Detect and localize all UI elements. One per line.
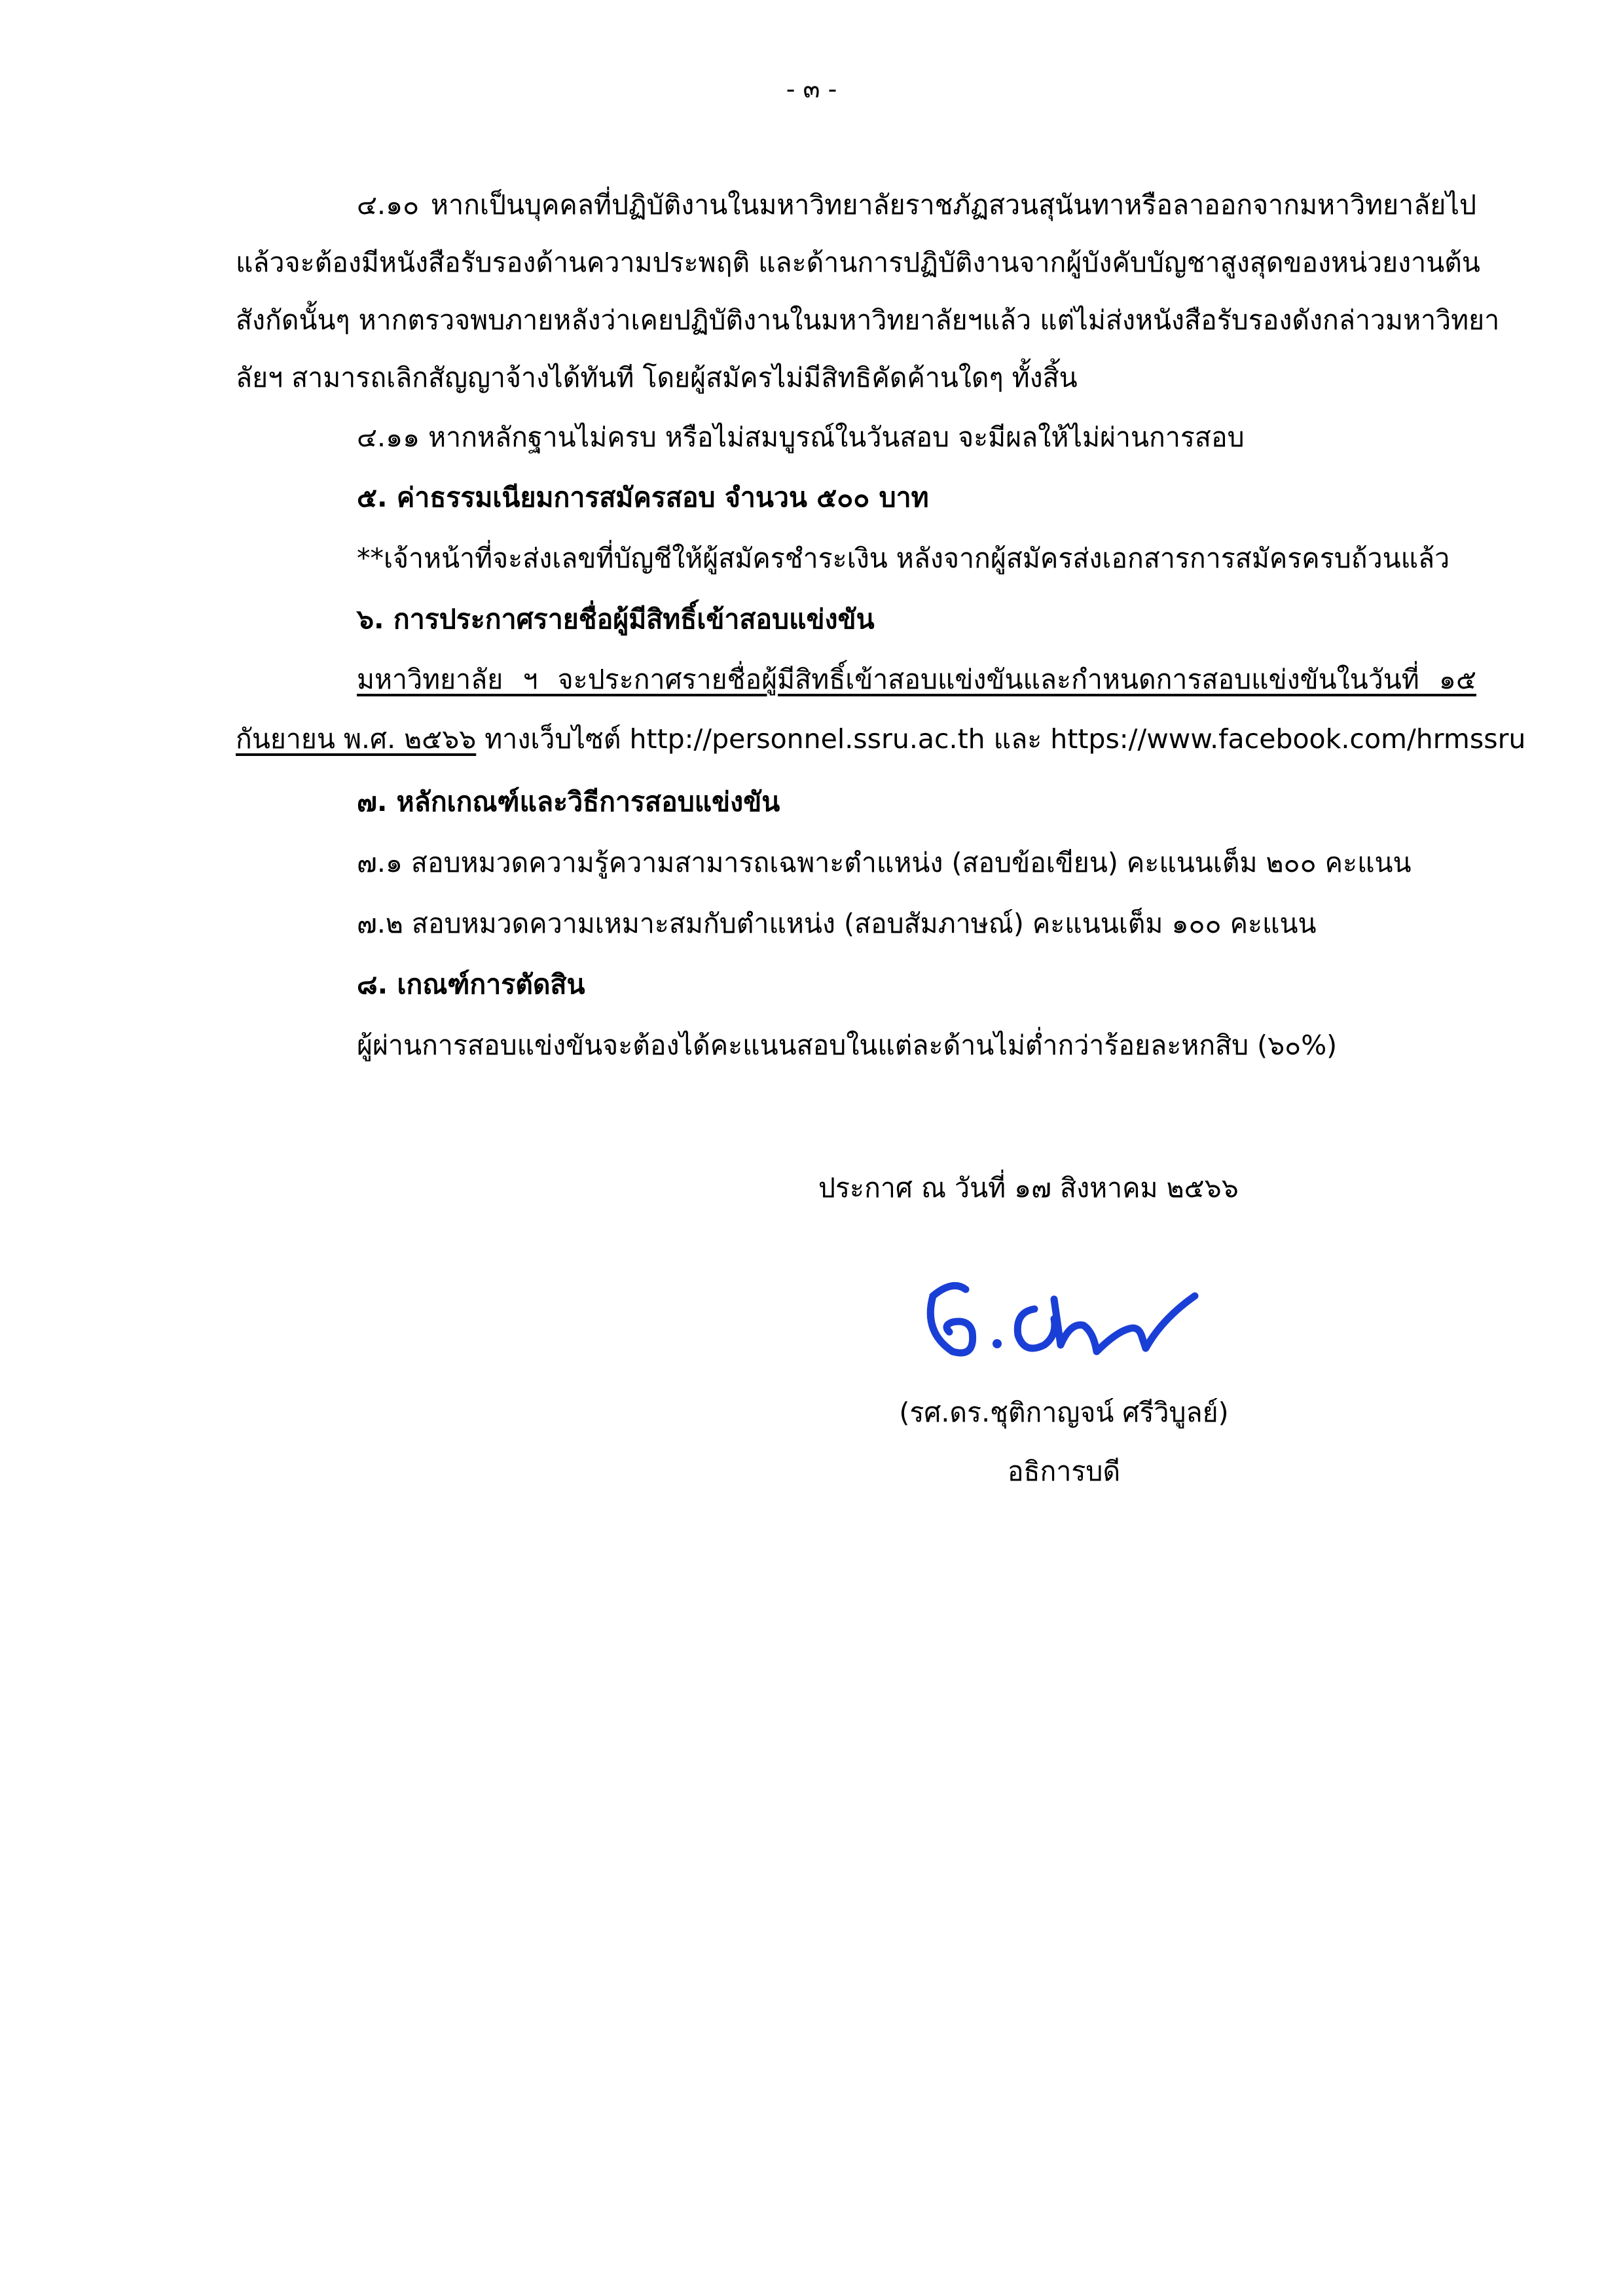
signatory-position: อธิการบดี xyxy=(1007,1456,1121,1487)
section-8-heading: ๘. เกณฑ์การตัดสิน xyxy=(357,969,585,1000)
page-number: - ๓ - xyxy=(786,75,837,103)
section-6-line-2 xyxy=(236,721,1525,757)
signature-image xyxy=(913,1260,1208,1371)
section-8-text: ผู้ผ่านการสอบแข่งขันจะต้องได้คะแนนสอบในแต่ละด้านไม่ต่ำกว่าร้อยละหกสิบ (๖๐%) xyxy=(357,1030,1338,1061)
section-7-item-1: ๗.๑ สอบหมวดความรู้ความสามารถเฉพาะตำแหน่ง (สอบข้อเขียน) คะแนนเต็ม ๒๐๐ คะแนน xyxy=(357,847,1412,878)
section-4-10-line-1: ๔.๑๐ หากเป็นบุคคลที่ปฏิบัติงานในมหาวิทยาลัยราชภัฏสวนสุนันทาหรือลาออกจากมหาวิทยาลัยไป xyxy=(357,189,1476,221)
section-4-10-line-2: แล้วจะต้องมีหนังสือรับรองด้านความประพฤติ และด้านการปฏิบัติงานจากผู้บังคับบัญชาสูงสุดของหน่วยงานต้น xyxy=(236,247,1480,278)
section-7-item-2: ๗.๒ สอบหมวดความเหมาะสมกับตำแหน่ง (สอบสัมภาษณ์) คะแนนเต็ม ๑๐๐ คะแนน xyxy=(357,908,1317,939)
section-6-line-1: มหาวิทยาลัย ฯ จะประกาศรายชื่อผู้มีสิทธิ์เข้าสอบแข่งขันและกำหนดการสอบแข่งขันในวันที่ ๑๕ xyxy=(357,664,1476,695)
section-7-heading: ๗. หลักเกณฑ์และวิธีการสอบแข่งขัน xyxy=(357,786,780,817)
website-links: ทางเว็บไซต์ http://personnel.ssru.ac.th และ https://www.facebook.com/hrmssru xyxy=(476,723,1526,755)
section-5-heading: ๕. ค่าธรรมเนียมการสมัครสอบ จำนวน ๕๐๐ บาท xyxy=(357,482,929,513)
announcement-date-underlined: กันยายน พ.ศ. ๒๕๖๖ xyxy=(236,723,477,755)
section-4-11: ๔.๑๑ หากหลักฐานไม่ครบ หรือไม่สมบูรณ์ในวันสอบ จะมีผลให้ไม่ผ่านการสอบ xyxy=(357,422,1245,453)
section-5-note: **เจ้าหน้าที่จะส่งเลขที่บัญชีให้ผู้สมัครชำระเงิน หลังจากผู้สมัครส่งเอกสารการสมัครครบถ้วนแล้ว xyxy=(357,543,1450,574)
section-4-10-line-4: ลัยฯ สามารถเลิกสัญญาจ้างได้ทันที โดยผู้สมัครไม่มีสิทธิคัดค้านใดๆ ทั้งสิ้น xyxy=(236,362,1078,393)
section-6-heading: ๖. การประกาศรายชื่อผู้มีสิทธิ์เข้าสอบแข่งขัน xyxy=(357,603,875,635)
section-4-10-line-3: สังกัดนั้นๆ หากตรวจพบภายหลังว่าเคยปฏิบัติงานในมหาวิทยาลัยฯแล้ว แต่ไม่ส่งหนังสือรับรองดังกล่าวมหาวิทยา xyxy=(236,304,1500,336)
announcement-date: ประกาศ ณ วันที่ ๑๗ สิงหาคม ๒๕๖๖ xyxy=(818,1172,1239,1204)
signatory-name: (รศ.ดร.ชุติกาญจน์ ศรีวิบูลย์) xyxy=(899,1397,1229,1428)
